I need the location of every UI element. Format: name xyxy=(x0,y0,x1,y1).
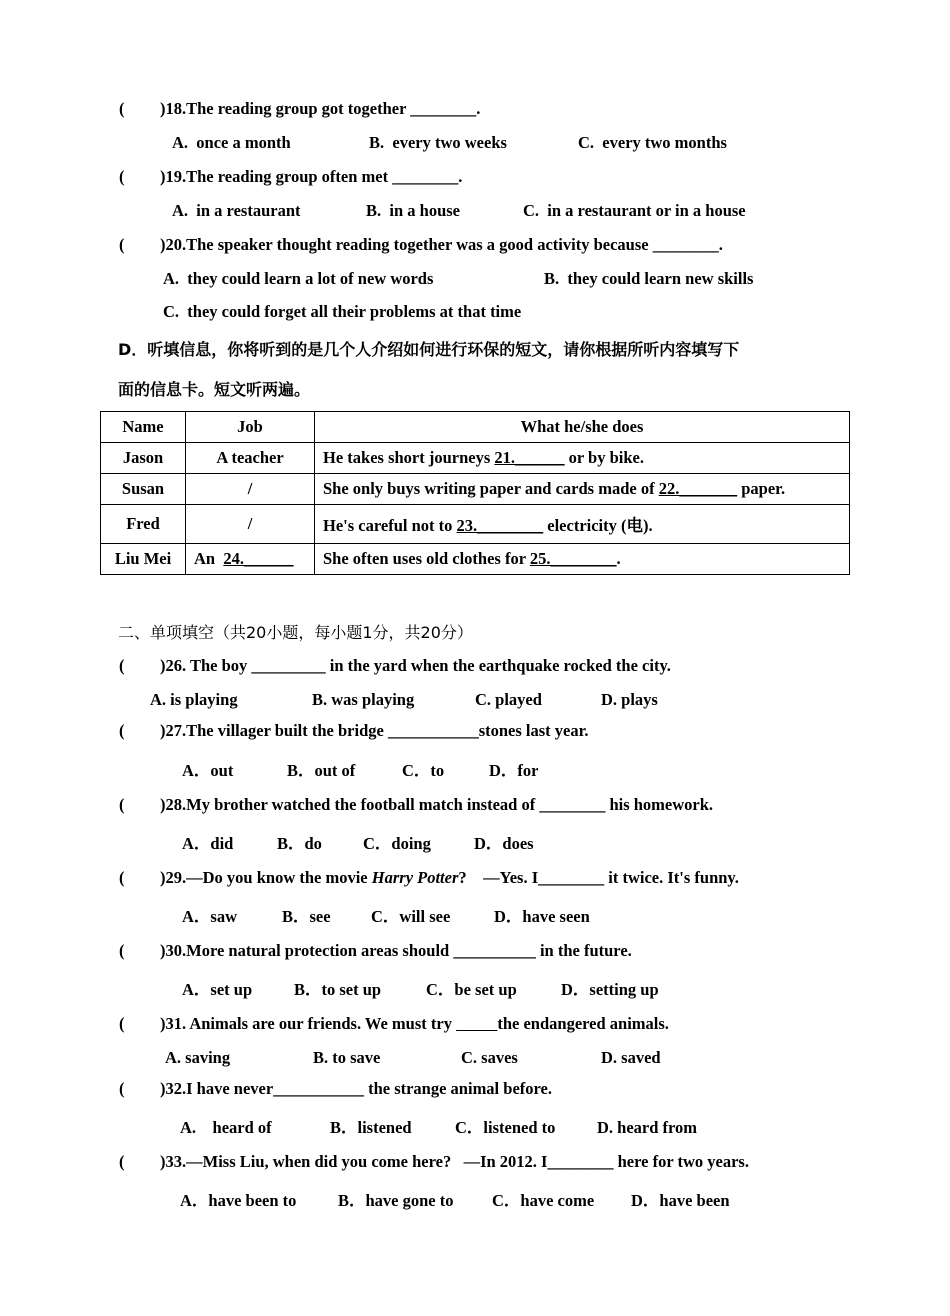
row-name: Susan xyxy=(101,474,186,505)
q18-option-a: A. once a month xyxy=(172,133,291,152)
row-what-does: She often uses old clothes for 25.________. xyxy=(315,544,850,575)
q26-stem: )26. The boy _________ in the yard when the earthquake rocked the city. xyxy=(160,656,671,675)
q27-option-b: B．out of xyxy=(287,761,356,780)
part2-title: 二、单项填空（共20小题，每小题1分，共20分） xyxy=(118,623,473,642)
q33-option-d: D．have been xyxy=(631,1191,730,1210)
row-name: Jason xyxy=(101,443,186,474)
table-row xyxy=(101,443,850,474)
q27-open-paren: ( xyxy=(119,721,125,740)
q32-option-a: A. heard of xyxy=(180,1118,272,1137)
q26-option-c: C. played xyxy=(475,690,542,709)
q27-option-a: A．out xyxy=(182,761,234,780)
q30-option-c: C．be set up xyxy=(426,980,517,999)
q28-stem: )28.My brother watched the football match instead of ________ his homework. xyxy=(160,795,714,814)
q28-option-c: C．doing xyxy=(363,834,431,853)
q29-stem: )29.—Do you know the movie Harry Potter? —Yes. I________ it twice. It's funny. xyxy=(160,868,739,887)
q26-option-b: B. was playing xyxy=(312,690,415,709)
table-row xyxy=(101,505,850,544)
q29-option-c: C．will see xyxy=(371,907,451,926)
q29-option-a: A．saw xyxy=(182,907,238,926)
q30-stem: )30.More natural protection areas should __________ in the future. xyxy=(160,941,632,960)
section-d-instruction-line1: D．听填信息，你将听到的是几个人介绍如何进行环保的短文，请你根据所听内容填写下 xyxy=(118,340,740,359)
table-row xyxy=(101,474,850,505)
info-card-table xyxy=(100,411,850,575)
q26-option-a: A. is playing xyxy=(150,690,238,709)
q28-option-d: D．does xyxy=(474,834,534,853)
q32-option-d: D. heard from xyxy=(597,1118,698,1137)
q26-option-d: D. plays xyxy=(601,690,658,709)
q19-option-a: A. in a restaurant xyxy=(172,201,301,220)
q28-option-a: A．did xyxy=(182,834,234,853)
section-d-instruction-line2: 面的信息卡。短文听两遍。 xyxy=(118,380,311,399)
q31-blank xyxy=(456,1014,497,1033)
q33-open-paren: ( xyxy=(119,1152,125,1171)
q27-stem: )27.The villager built the bridge ___________stones last year. xyxy=(160,721,589,740)
q19-option-c: C. in a restaurant or in a house xyxy=(523,201,746,220)
q33-option-b: B．have gone to xyxy=(338,1191,454,1210)
q31-option-c: C. saves xyxy=(461,1048,518,1067)
q31-stem: )31. Animals are our friends. We must try the endangered animals. xyxy=(160,1014,669,1033)
q31-option-b: B. to save xyxy=(313,1048,381,1067)
q32-option-b: B．listened xyxy=(330,1118,412,1137)
header-what-does: What he/she does xyxy=(315,412,850,443)
q33-stem: )33.—Miss Liu, when did you come here? —In 2012. I________ here for two years. xyxy=(160,1152,749,1171)
q31-option-d: D. saved xyxy=(601,1048,661,1067)
q19-option-b: B. in a house xyxy=(366,201,460,220)
blank-21: 21.______ xyxy=(494,448,565,467)
row-what-does: He's careful not to 23.________ electricity (电). xyxy=(315,505,850,544)
q30-option-b: B．to set up xyxy=(294,980,382,999)
blank-23: 23.________ xyxy=(456,516,544,535)
q20-option-b: B. they could learn new skills xyxy=(544,269,754,288)
q32-stem: )32.I have never___________ the strange animal before. xyxy=(160,1079,552,1098)
q31-open-paren: ( xyxy=(119,1014,125,1033)
blank-25: 25.________ xyxy=(529,549,617,568)
q29-open-paren: ( xyxy=(119,868,125,887)
blank-24: 24.______ xyxy=(223,549,294,568)
table-header-row xyxy=(101,412,850,443)
q26-open-paren: ( xyxy=(119,656,125,675)
q28-open-paren: ( xyxy=(119,795,125,814)
q32-option-c: C．listened to xyxy=(455,1118,556,1137)
q20-option-c: C. they could forget all their problems at that time xyxy=(163,302,522,321)
q30-option-a: A．set up xyxy=(182,980,253,999)
row-job: / xyxy=(186,474,315,505)
q27-option-c: C．to xyxy=(402,761,445,780)
row-job: / xyxy=(186,505,315,544)
q30-option-d: D．setting up xyxy=(561,980,659,999)
q28-option-b: B．do xyxy=(277,834,322,853)
q30-open-paren: ( xyxy=(119,941,125,960)
row-name: Fred xyxy=(101,505,186,544)
q32-open-paren: ( xyxy=(119,1079,125,1098)
q27-option-d: D．for xyxy=(489,761,539,780)
table-row xyxy=(101,544,850,575)
q29-option-b: B．see xyxy=(282,907,331,926)
row-job: An 24.______ xyxy=(186,544,315,575)
q18-option-b: B. every two weeks xyxy=(369,133,507,152)
header-job: Job xyxy=(186,412,315,443)
row-what-does: He takes short journeys 21.______ or by bike. xyxy=(315,443,850,474)
q33-option-c: C．have come xyxy=(492,1191,595,1210)
movie-title: Harry Potter xyxy=(371,868,459,887)
q18-stem: )18.The reading group got together ________. xyxy=(160,99,481,118)
row-what-does: She only buys writing paper and cards made of 22._______ paper. xyxy=(315,474,850,505)
q20-stem: )20.The speaker thought reading together was a good activity because ________. xyxy=(160,235,723,254)
q20-open-paren: ( xyxy=(119,235,125,254)
q18-open-paren: ( xyxy=(119,99,125,118)
q18-option-c: C. every two months xyxy=(578,133,727,152)
blank-22: 22._______ xyxy=(658,479,738,498)
header-name: Name xyxy=(101,412,186,443)
q29-option-d: D．have seen xyxy=(494,907,590,926)
q33-option-a: A．have been to xyxy=(180,1191,297,1210)
q19-open-paren: ( xyxy=(119,167,125,186)
q31-option-a: A. saving xyxy=(165,1048,231,1067)
row-name: Liu Mei xyxy=(101,544,186,575)
row-job: A teacher xyxy=(186,443,315,474)
q19-stem: )19.The reading group often met ________. xyxy=(160,167,463,186)
q20-option-a: A. they could learn a lot of new words xyxy=(163,269,434,288)
